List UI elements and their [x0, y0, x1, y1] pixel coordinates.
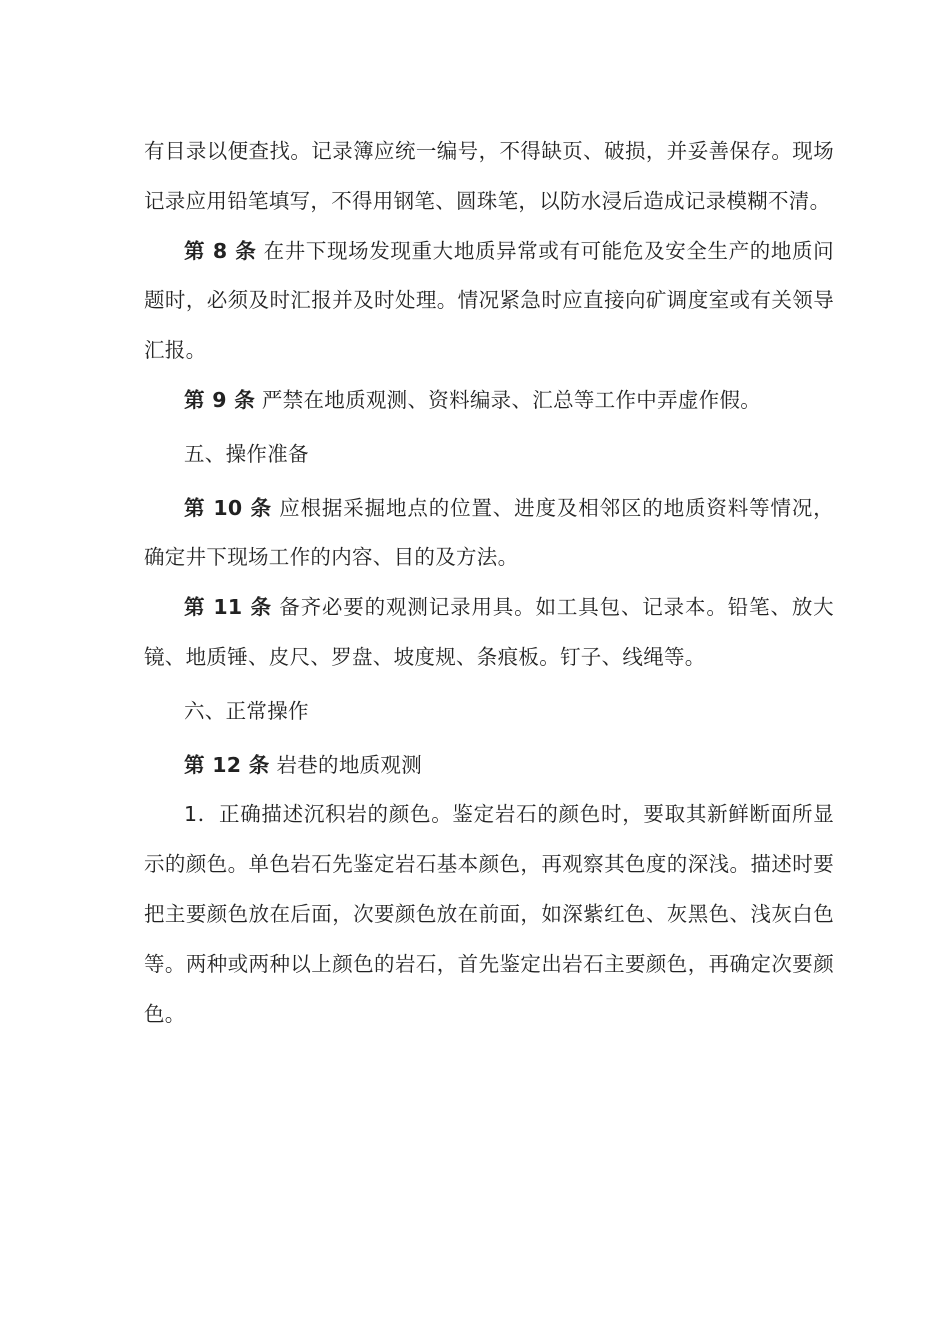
article-8-paragraph — [144, 227, 834, 376]
section-heading-normal-operation: 六、正常操作 — [184, 698, 309, 723]
article-10-paragraph — [144, 484, 834, 584]
document-body — [144, 127, 834, 1039]
article-text: 备齐必要的观测记录用具。如工具包、记录本。铅笔、放大镜、地质锤、皮尺、罗盘、坡度规、条痕板。钉子、线绳等。 — [144, 595, 834, 669]
article-text: 岩巷的地质观测 — [276, 752, 423, 777]
article-text: 在井下现场发现重大地质异常或有可能危及安全生产的地质问题时，必须及时汇报并及时处理。情况紧急时应直接向矿调度室或有关领导汇报。 — [144, 238, 834, 363]
article-label: 第 11 条 — [184, 595, 272, 620]
article-11-paragraph — [144, 583, 834, 683]
list-item-1: 1．正确描述沉积岩的颜色。鉴定岩石的颜色时，要取其新鲜断面所显示的颜色。单色岩石先鉴定岩石基本颜色，再观察其色度的深浅。描述时要把主要颜色放在后面，次要颜色放在前面，如深紫红色、灰黑色、浅灰白色等。两种或两种以上颜色的岩石，首先鉴定出岩石主要颜色，再确定次要颜色。 — [144, 802, 834, 1026]
article-12-paragraph — [144, 741, 834, 791]
article-label: 第 8 条 — [184, 238, 257, 263]
continuation-paragraph: 有目录以便查找。记录簿应统一编号，不得缺页、破损，并妥善保存。现场记录应用铅笔填写，不得用钢笔、圆珠笔，以防水浸后造成记录模糊不清。 — [144, 139, 834, 213]
article-label: 第 9 条 — [184, 387, 256, 412]
article-9-paragraph — [144, 376, 834, 426]
article-label: 第 10 条 — [184, 495, 272, 520]
article-text: 应根据采掘地点的位置、进度及相邻区的地质资料等情况，确定井下现场工作的内容、目的及方法。 — [144, 495, 834, 570]
article-text: 严禁在地质观测、资料编录、汇总等工作中弄虚作假。 — [261, 387, 762, 412]
article-label: 第 12 条 — [184, 752, 270, 777]
section-heading-preparation: 五、操作准备 — [184, 441, 309, 466]
